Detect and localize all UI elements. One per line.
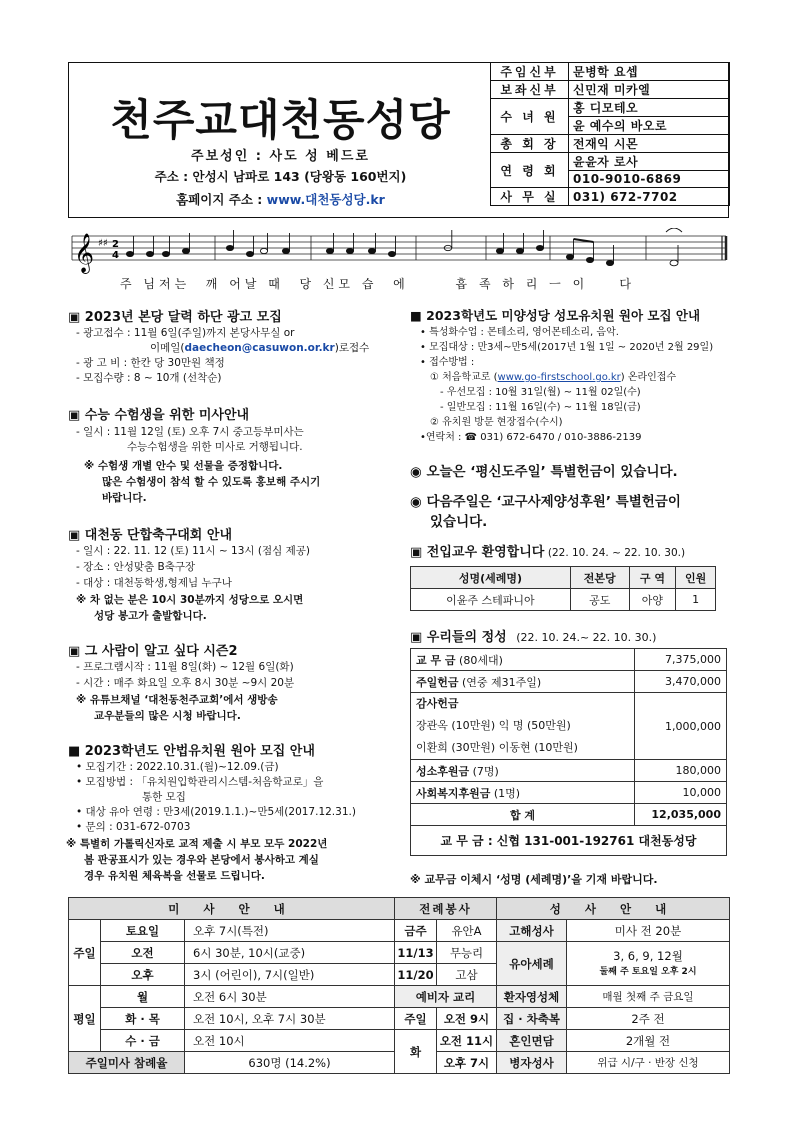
text-line: • 모집방법 : 「유치원입학관리시스템-처음학교로」을 — [76, 776, 324, 788]
offering-item: 감사헌금 장관옥 (10만원) 익 명 (50만원) 이환희 (30만원) 이동현 (10만원) — [411, 693, 635, 760]
offering-heading: ▣ 우리들의 정성 (22. 10. 24.~ 22. 10. 30.) — [410, 630, 657, 645]
catechism-header: 예비자 교리 — [395, 986, 497, 1008]
sacrament-name: 유아세례 — [497, 942, 567, 986]
mass-time: 오전 6시 30분 — [185, 986, 395, 1008]
mass-day: 토요일 — [101, 920, 185, 942]
mass-day: 월 — [101, 986, 185, 1008]
homepage-link[interactable]: www.대천동성당.kr — [266, 192, 385, 207]
bulletin-header — [68, 62, 729, 218]
homepage — [69, 190, 492, 208]
attendance-value: 630명 (14.2%) — [185, 1052, 395, 1074]
mass-time: 3시 (어린이), 7시(일반) — [185, 964, 395, 986]
serve-week: 11/20 — [395, 964, 437, 986]
mass-day: 오후 — [101, 964, 185, 986]
sacrament-info: 2주 전 — [567, 1008, 730, 1030]
note-line: 성당 봉고가 출발합니다. — [94, 610, 207, 622]
mass-time: 6시 30분, 10시(교중) — [185, 942, 395, 964]
sacrament-name: 집 · 차축복 — [497, 1008, 567, 1030]
offering-item: 성소후원금 (7명) — [411, 760, 635, 782]
offering-amount: 3,470,000 — [635, 671, 727, 693]
catechism-time: 오후 7시 — [437, 1052, 497, 1074]
staff-role: 연 령 회 — [491, 153, 569, 188]
mass-day: 오전 — [101, 942, 185, 964]
catechism-day: 주일 — [395, 1008, 437, 1030]
sacrament-info: 3, 6, 9, 12월 둘째 주 토요일 오후 2시 — [567, 942, 730, 986]
account-info: 교 무 금 : 신협 131-001-192761 대천동성당 — [411, 826, 727, 856]
text-line: - 모집수량 : 8 ~ 10개 (선착순) — [76, 372, 222, 384]
serve-header: 전례봉사 — [395, 898, 497, 920]
svg-text:♯♯: ♯♯ — [98, 238, 108, 249]
mass-time: 오후 7시(특전) — [185, 920, 395, 942]
table-cell: 공도 — [570, 589, 629, 611]
text-line: • 모집기간 : 2022.10.31.(월)~12.09.(금) — [76, 761, 279, 773]
sacrament-name: 환자영성체 — [497, 986, 567, 1008]
mass-day: 수 · 금 — [101, 1030, 185, 1052]
text-line: - 광고접수 : 11월 6일(주일)까지 본당사무실 or — [76, 327, 295, 339]
catechism-day: 화 — [395, 1030, 437, 1074]
table-row — [411, 760, 727, 782]
staff-name: 홍 디모테오 — [569, 99, 730, 117]
email-link[interactable]: daecheon@casuwon.or.kr — [184, 342, 335, 354]
parish-address: 주소 : 안성시 남파로 143 (당왕동 160번지) — [154, 169, 407, 184]
offering-amount: 1,000,000 — [635, 693, 727, 760]
offering-amount: 10,000 — [635, 782, 727, 804]
text-line: - 대상 : 대천동학생,형제님 누구나 — [76, 577, 232, 589]
special-collection-note: ◉ 다음주일은 ‘교구사제양성후원’ 특별헌금이 — [410, 494, 681, 510]
serve-group: 무능리 — [437, 942, 497, 964]
table-row — [411, 782, 727, 804]
sacrament-info: 위급 시/구 · 반장 신청 — [567, 1052, 730, 1074]
table-row — [411, 649, 727, 671]
offering-item: 사회복지후원금 (1명) — [411, 782, 635, 804]
staff-name: 윤윤자 로사 — [569, 153, 730, 171]
text-line: - 장소 : 안성맞춤 B축구장 — [76, 561, 196, 573]
parish-title: 천주교대천동성당 — [110, 96, 451, 146]
text-line: 수능수험생을 위한 미사로 거행됩니다. — [127, 441, 303, 453]
table-header: 전본당 — [570, 567, 629, 589]
staff-role: 보좌신부 — [491, 81, 569, 99]
text-line: • 접수방법 : — [420, 357, 475, 368]
school-link[interactable]: www.go-firstschool.go.kr — [497, 372, 621, 383]
staff-phone: 010-9010-6869 — [569, 171, 730, 188]
table-header: 인원 — [676, 567, 716, 589]
table-header: 구 역 — [629, 567, 676, 589]
table-header: 성명(세례명) — [411, 567, 571, 589]
account-note: ※ 교무금 이체시 ‘성명 (세례명)’을 기재 바랍니다. — [410, 873, 658, 886]
special-collection-note: 있습니다. — [430, 514, 488, 530]
text-line: - 일시 : 11월 12일 (토) 오후 7시 중고등부미사는 — [76, 426, 304, 438]
svg-text:4: 4 — [112, 250, 119, 261]
note-line: ※ 특별히 가톨릭신자로 교적 제출 시 부모 모두 2022년 — [66, 838, 328, 850]
text-line: - 일시 : 22. 11. 12 (토) 11시 ~ 13시 (점심 제공) — [76, 545, 310, 557]
patron-saint: 주보성인 : 사도 성 베드로 — [191, 149, 370, 164]
section-title: ▣ 수능 수험생을 위한 미사안내 — [68, 408, 250, 423]
text-line: - 프로그램시작 : 11월 8일(화) ~ 12월 6일(화) — [76, 661, 294, 673]
catechism-time: 오전 11시 — [437, 1030, 497, 1052]
staff-name: 윤 예수의 바오로 — [569, 117, 730, 135]
offering-table — [410, 648, 727, 856]
text-line: - 우선모집 : 10월 31일(월) ~ 11월 02일(수) — [440, 387, 641, 398]
hymn-lyrics: 주 님저는 깨 어날 때 당 신모 습 에 흡 족 하 리 ㅡ 이 다 — [120, 277, 636, 291]
serve-group: 유안A — [437, 920, 497, 942]
text-line: •연락처 : ☎ 031) 672-6470 / 010-3886-2139 — [420, 432, 642, 443]
table-row — [411, 826, 727, 856]
staff-name: 신민재 미카엘 — [569, 81, 730, 99]
note-line: 바랍니다. — [102, 492, 147, 504]
special-collection-note: ◉ 오늘은 ‘평신도주일’ 특별헌금이 있습니다. — [410, 464, 678, 480]
offering-total: 12,035,000 — [635, 804, 727, 826]
text-line: • 문의 : 031-672-0703 — [76, 821, 191, 833]
svg-text:2: 2 — [112, 239, 119, 250]
offering-item: 교 무 금 (80세대) — [411, 649, 635, 671]
homepage-label: 홈페이지 주소 : — [176, 192, 267, 207]
serve-week: 금주 — [395, 920, 437, 942]
weekday-label: 평일 — [69, 986, 101, 1052]
staff-role: 수 녀 원 — [491, 99, 569, 135]
text-line: • 특성화수업 : 몬테소리, 영어몬테소리, 음악. — [420, 327, 619, 338]
table-cell: 1 — [676, 589, 716, 611]
staff-role: 사 무 실 — [491, 188, 569, 206]
staff-name: 전재익 시몬 — [569, 135, 730, 153]
text-line: 통한 모집 — [142, 791, 186, 803]
sacrament-name: 혼인면담 — [497, 1030, 567, 1052]
note-line: ※ 차 없는 분은 10시 30분까지 성당으로 오시면 — [76, 594, 304, 606]
serve-week: 11/13 — [395, 942, 437, 964]
offering-amount: 7,375,000 — [635, 649, 727, 671]
staff-role: 주임신부 — [491, 63, 569, 81]
note-line: ※ 수험생 개별 안수 및 선물을 증정합니다. — [84, 460, 283, 472]
section-title: ▣ 그 사람이 알고 싶다 시즌2 — [68, 644, 238, 659]
note-line: 경우 유치원 체육복을 선물로 드립니다. — [84, 870, 265, 882]
staff-table — [490, 62, 730, 206]
table-row — [411, 589, 716, 611]
table-row — [411, 693, 727, 760]
sacrament-header: 성 사 안 내 — [497, 898, 730, 920]
sacrament-name: 고해성사 — [497, 920, 567, 942]
note-line: 많은 수험생이 참석 할 수 있도록 홍보해 주시기 — [102, 476, 321, 488]
table-row — [411, 804, 727, 826]
mass-time: 오전 10시 — [185, 1030, 395, 1052]
serve-group: 고삼 — [437, 964, 497, 986]
staff-name: 문병학 요셉 — [569, 63, 730, 81]
section-title: ▣ 2023년 본당 달력 하단 광고 모집 — [68, 310, 282, 325]
table-cell: 아양 — [629, 589, 676, 611]
note-line: 교우분들의 많은 시청 바랍니다. — [94, 710, 241, 722]
mass-header: 미 사 안 내 — [69, 898, 395, 920]
sacrament-info: 매월 첫째 주 금요일 — [567, 986, 730, 1008]
section-title: ■ 2023학년도 미양성당 성모유치원 원아 모집 안내 — [410, 308, 701, 323]
note-line: ※ 유튜브채널 ‘대천동천주교회’에서 생방송 — [76, 694, 278, 706]
text-line: - 일반모집 : 11월 16일(수) ~ 11월 18일(금) — [440, 402, 641, 413]
table-row — [411, 671, 727, 693]
text-line: 이메일(daecheon@casuwon.or.kr)로접수 — [150, 342, 370, 354]
sacrament-info: 2개월 전 — [567, 1030, 730, 1052]
treble-clef-icon: 𝄞 — [74, 233, 95, 273]
section-title: ▣ 대천동 단합축구대회 안내 — [68, 528, 232, 543]
mass-time: 오전 10시, 오후 7시 30분 — [185, 1008, 395, 1030]
staff-role: 총 회 장 — [491, 135, 569, 153]
section-title: ■ 2023학년도 안법유치원 원아 모집 안내 — [68, 744, 315, 759]
offering-item: 주일헌금 (연중 제31주일) — [411, 671, 635, 693]
catechism-time: 오전 9시 — [437, 1008, 497, 1030]
sunday-label: 주일 — [69, 920, 101, 986]
text-line: - 광 고 비 : 한칸 당 30만원 책정 — [76, 357, 225, 369]
text-line: - 시간 : 매주 화요일 오후 8시 30분 ~9시 20분 — [76, 677, 295, 689]
mass-day: 화 · 목 — [101, 1008, 185, 1030]
transfer-table — [410, 566, 716, 611]
text-line: • 모집대상 : 만3세~만5세(2017년 1월 1일 ~ 2020년 2월 29일) — [420, 342, 714, 353]
note-line: 봄 판공표시가 있는 경우와 본당에서 봉사하고 계실 — [84, 854, 319, 866]
text-line: ① 처음학교로 (www.go-firstschool.go.kr) 온라인접수 — [430, 372, 677, 383]
text-line: • 대상 유아 연령 : 만3세(2019.1.1.)~만5세(2017.12.31.) — [76, 806, 356, 818]
offering-amount: 180,000 — [635, 760, 727, 782]
schedule-table — [68, 897, 730, 1074]
staff-name: 031) 672-7702 — [569, 188, 730, 206]
offering-total-label: 합 계 — [411, 804, 635, 826]
sacrament-info: 미사 전 20분 — [567, 920, 730, 942]
text-line: ② 유치원 방문 현장접수(수시) — [430, 417, 563, 428]
sacrament-name: 병자성사 — [497, 1052, 567, 1074]
attendance-label: 주일미사 참례율 — [69, 1052, 185, 1074]
table-cell: 이윤주 스테파니아 — [411, 589, 571, 611]
transfer-heading: ▣ 전입교우 환영합니다 (22. 10. 24. ~ 22. 10. 30.) — [410, 545, 686, 560]
